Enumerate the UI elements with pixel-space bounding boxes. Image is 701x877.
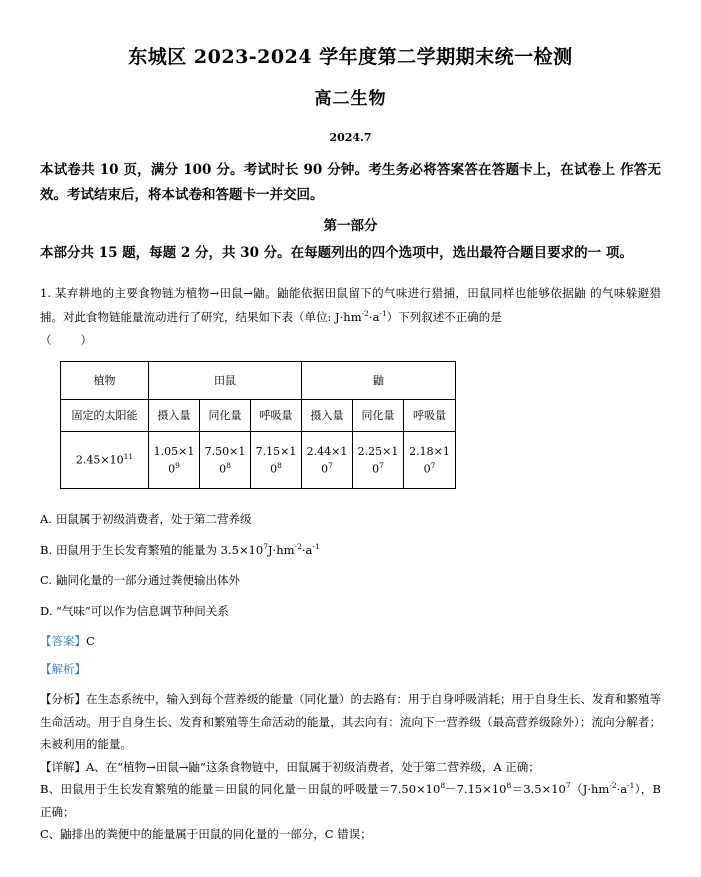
option-b-unit-j-hm: J·hm: [268, 543, 295, 558]
table-row-sub-headers: [61, 399, 456, 431]
part-one-description: [40, 239, 661, 266]
value-wrap: 0: [270, 462, 278, 476]
detail-b-unit-exp-2: -1: [627, 781, 635, 791]
detail-paragraph-b: [40, 778, 661, 823]
table-subheader-weasel-assimilation: 同化量: [353, 399, 404, 431]
analysis-tag: 【分析】: [40, 692, 86, 707]
detail-b-exp-2: 8: [506, 781, 512, 791]
section-heading-part-one: 第一部分: [323, 218, 378, 235]
option-d-text: “气味”可以作为信息调节种间关系: [56, 603, 229, 618]
table-cell-vole-assimilation-value: [200, 431, 251, 488]
value-exponent: 11: [123, 452, 134, 462]
value-exponent: 8: [277, 460, 282, 470]
detail-tag: 【详解】: [40, 759, 86, 774]
option-b-exp-2: -2: [294, 542, 302, 552]
option-d-label: D.: [40, 603, 53, 618]
table-row-group-headers: [61, 361, 456, 399]
value-exponent: 9: [175, 460, 180, 470]
part-desc-line-2: 项。: [605, 245, 633, 262]
value-exponent: 8: [226, 460, 231, 470]
table-subheader-weasel-intake: 摄入量: [302, 399, 353, 431]
detail-text-c: C、鼬排出的粪便中的能量属于田鼠的同化量的一部分，C 错误；: [40, 826, 372, 841]
page-title: 东城区 2023-2024 学年度第二学期期末统一检测: [128, 46, 573, 68]
answer-label: 【答案】: [40, 633, 86, 648]
detail-b-unit-pre: （J·hm: [570, 782, 610, 797]
explanation-label: 【解析】: [40, 661, 86, 676]
option-b-unit-a: ·a: [301, 543, 313, 558]
option-b-label: B.: [40, 543, 53, 558]
table-cell-vole-respiration-value: [251, 431, 302, 488]
value-wrap: 0: [372, 462, 380, 476]
table-subheader-vole-respiration: 呼吸量: [251, 399, 302, 431]
table-subheader-fixed-solar: 固定的太阳能: [61, 399, 149, 431]
value-wrap: 0: [219, 462, 227, 476]
question-line-1: 某弃耕地的主要食物链为植物→田鼠→鼬。鼬能依据田鼠留下的气味进行猎捕，田鼠同样也能够依据鼬: [55, 286, 587, 301]
table-cell-plant-value: [61, 431, 149, 488]
answer-blank-parentheses[interactable]: （ ）: [40, 333, 94, 348]
option-a-label: A.: [40, 511, 52, 526]
detail-paragraph-a: [40, 756, 661, 778]
value-exponent: 7: [379, 460, 384, 470]
value-mantissa: 2.45×10: [75, 453, 124, 467]
energy-flow-table: [60, 361, 456, 489]
table-cell-weasel-respiration-value: [404, 431, 456, 488]
analysis-line-2: 长、发育和繁殖等生命活动。用于自身生长、发育和繁殖等生命活动的能量，其去向有：流向下一营养级: [40, 692, 661, 729]
table-header-weasel: 鼬: [302, 361, 456, 399]
value-exponent: 7: [430, 460, 436, 470]
unit-exponent-hm: -2: [361, 309, 369, 318]
table-cell-weasel-intake-value: [302, 431, 353, 488]
value-mantissa: 7.15×1: [255, 444, 297, 458]
part-desc-line-1: 本部分共 15 题，每题 2 分，共 30 分。在每题列出的四个选项中，选出最符合题目要求的一: [40, 245, 602, 262]
value-wrap: 0: [321, 462, 329, 476]
table-cell-weasel-assimilation-value: [353, 431, 404, 488]
option-a[interactable]: [40, 511, 661, 541]
option-d[interactable]: [40, 603, 661, 633]
table-header-vole: 田鼠: [149, 361, 302, 399]
detail-text-b-pre: B、田鼠用于生长发育繁殖的能量＝田鼠的同化量－田鼠的呼吸量＝7.50×10: [40, 782, 441, 797]
answer-row: [40, 633, 661, 661]
unit-a: ·a: [368, 309, 380, 324]
exam-instructions: [40, 144, 661, 208]
detail-b-unit-exp-1: -2: [609, 781, 617, 791]
analysis-line-3: （最高营养级除外）；流向分解者；未被利用的能量。: [40, 714, 662, 752]
energy-flow-table-wrapper: [40, 353, 661, 489]
exam-date: 2024.7: [329, 131, 372, 145]
option-c[interactable]: [40, 572, 661, 602]
table-subheader-vole-intake: 摄入量: [149, 399, 200, 431]
detail-b-unit-end: ），B 正确；: [40, 782, 662, 819]
instructions-line-2: 作答无效。考试结束后，将本试卷和答题卡一并交回。: [40, 162, 662, 204]
option-a-text: 田鼠属于初级消费者，处于第二营养级: [56, 511, 252, 526]
unit-exponent-a: -1: [379, 309, 387, 318]
detail-b-exp-1: 8: [440, 781, 446, 791]
explanation-body: [40, 688, 661, 845]
option-b-exp-3: -1: [312, 542, 320, 552]
option-b[interactable]: [40, 541, 661, 572]
value-mantissa: 1.05×1: [153, 444, 195, 458]
table-subheader-vole-assimilation: 同化量: [200, 399, 251, 431]
analysis-line-1: 在生态系统中，输入到每个营养级的能量（同化量）的去路有：用于自身呼吸消耗；用于自身生: [86, 692, 569, 707]
detail-text-b-mid-2: ＝3.5×10: [511, 782, 566, 797]
value-mantissa: 2.44×1: [306, 444, 348, 458]
answer-value: C: [86, 633, 95, 648]
option-b-text: 田鼠用于生长发育繁殖的能量为 3.5×10: [56, 543, 264, 558]
option-c-label: C.: [40, 573, 53, 588]
value-mantissa: 2.25×1: [357, 444, 399, 458]
question-1-stem: [40, 266, 661, 353]
detail-paragraph-c: [40, 823, 661, 845]
question-line-2-end: ）下列叙述不正确的是: [386, 309, 502, 324]
value-mantissa: 2.18×1: [409, 444, 450, 458]
detail-b-exp-3: 7: [565, 781, 571, 791]
page-subtitle: 高二生物: [314, 88, 387, 109]
question-line-2: 的气味躲避猎捕。对此食物链能量流动进行了研究，结果如下表（单位: J·hm: [40, 286, 662, 324]
detail-b-unit-mid: ·a: [616, 782, 628, 797]
analysis-paragraph: [40, 688, 661, 755]
question-number: 1.: [40, 286, 51, 301]
instructions-line-1: 本试卷共 10 页，满分 100 分。考试时长 90 分钟。考生务必将答案答在答题卡上，在试卷上: [40, 162, 616, 179]
option-b-exp-1: 7: [263, 542, 268, 552]
value-mantissa: 7.50×1: [204, 444, 246, 458]
option-c-text: 鼬同化量的一部分通过粪便输出体外: [56, 573, 240, 588]
answer-options-list: [40, 489, 661, 633]
value-wrap: 0: [423, 462, 431, 476]
table-subheader-weasel-respiration: 呼吸量: [404, 399, 456, 431]
detail-text-b-mid: －7.15×10: [445, 782, 507, 797]
detail-text-a: A、在“植物→田鼠→鼬”这条食物链中，田鼠属于初级消费者，处于第二营养级，A 正确；: [86, 759, 540, 774]
value-exponent: 7: [328, 460, 333, 470]
table-row-data: [61, 431, 456, 488]
table-cell-vole-intake-value: [149, 431, 200, 488]
table-header-plant: 植物: [61, 361, 149, 399]
value-wrap: 0: [168, 462, 176, 476]
